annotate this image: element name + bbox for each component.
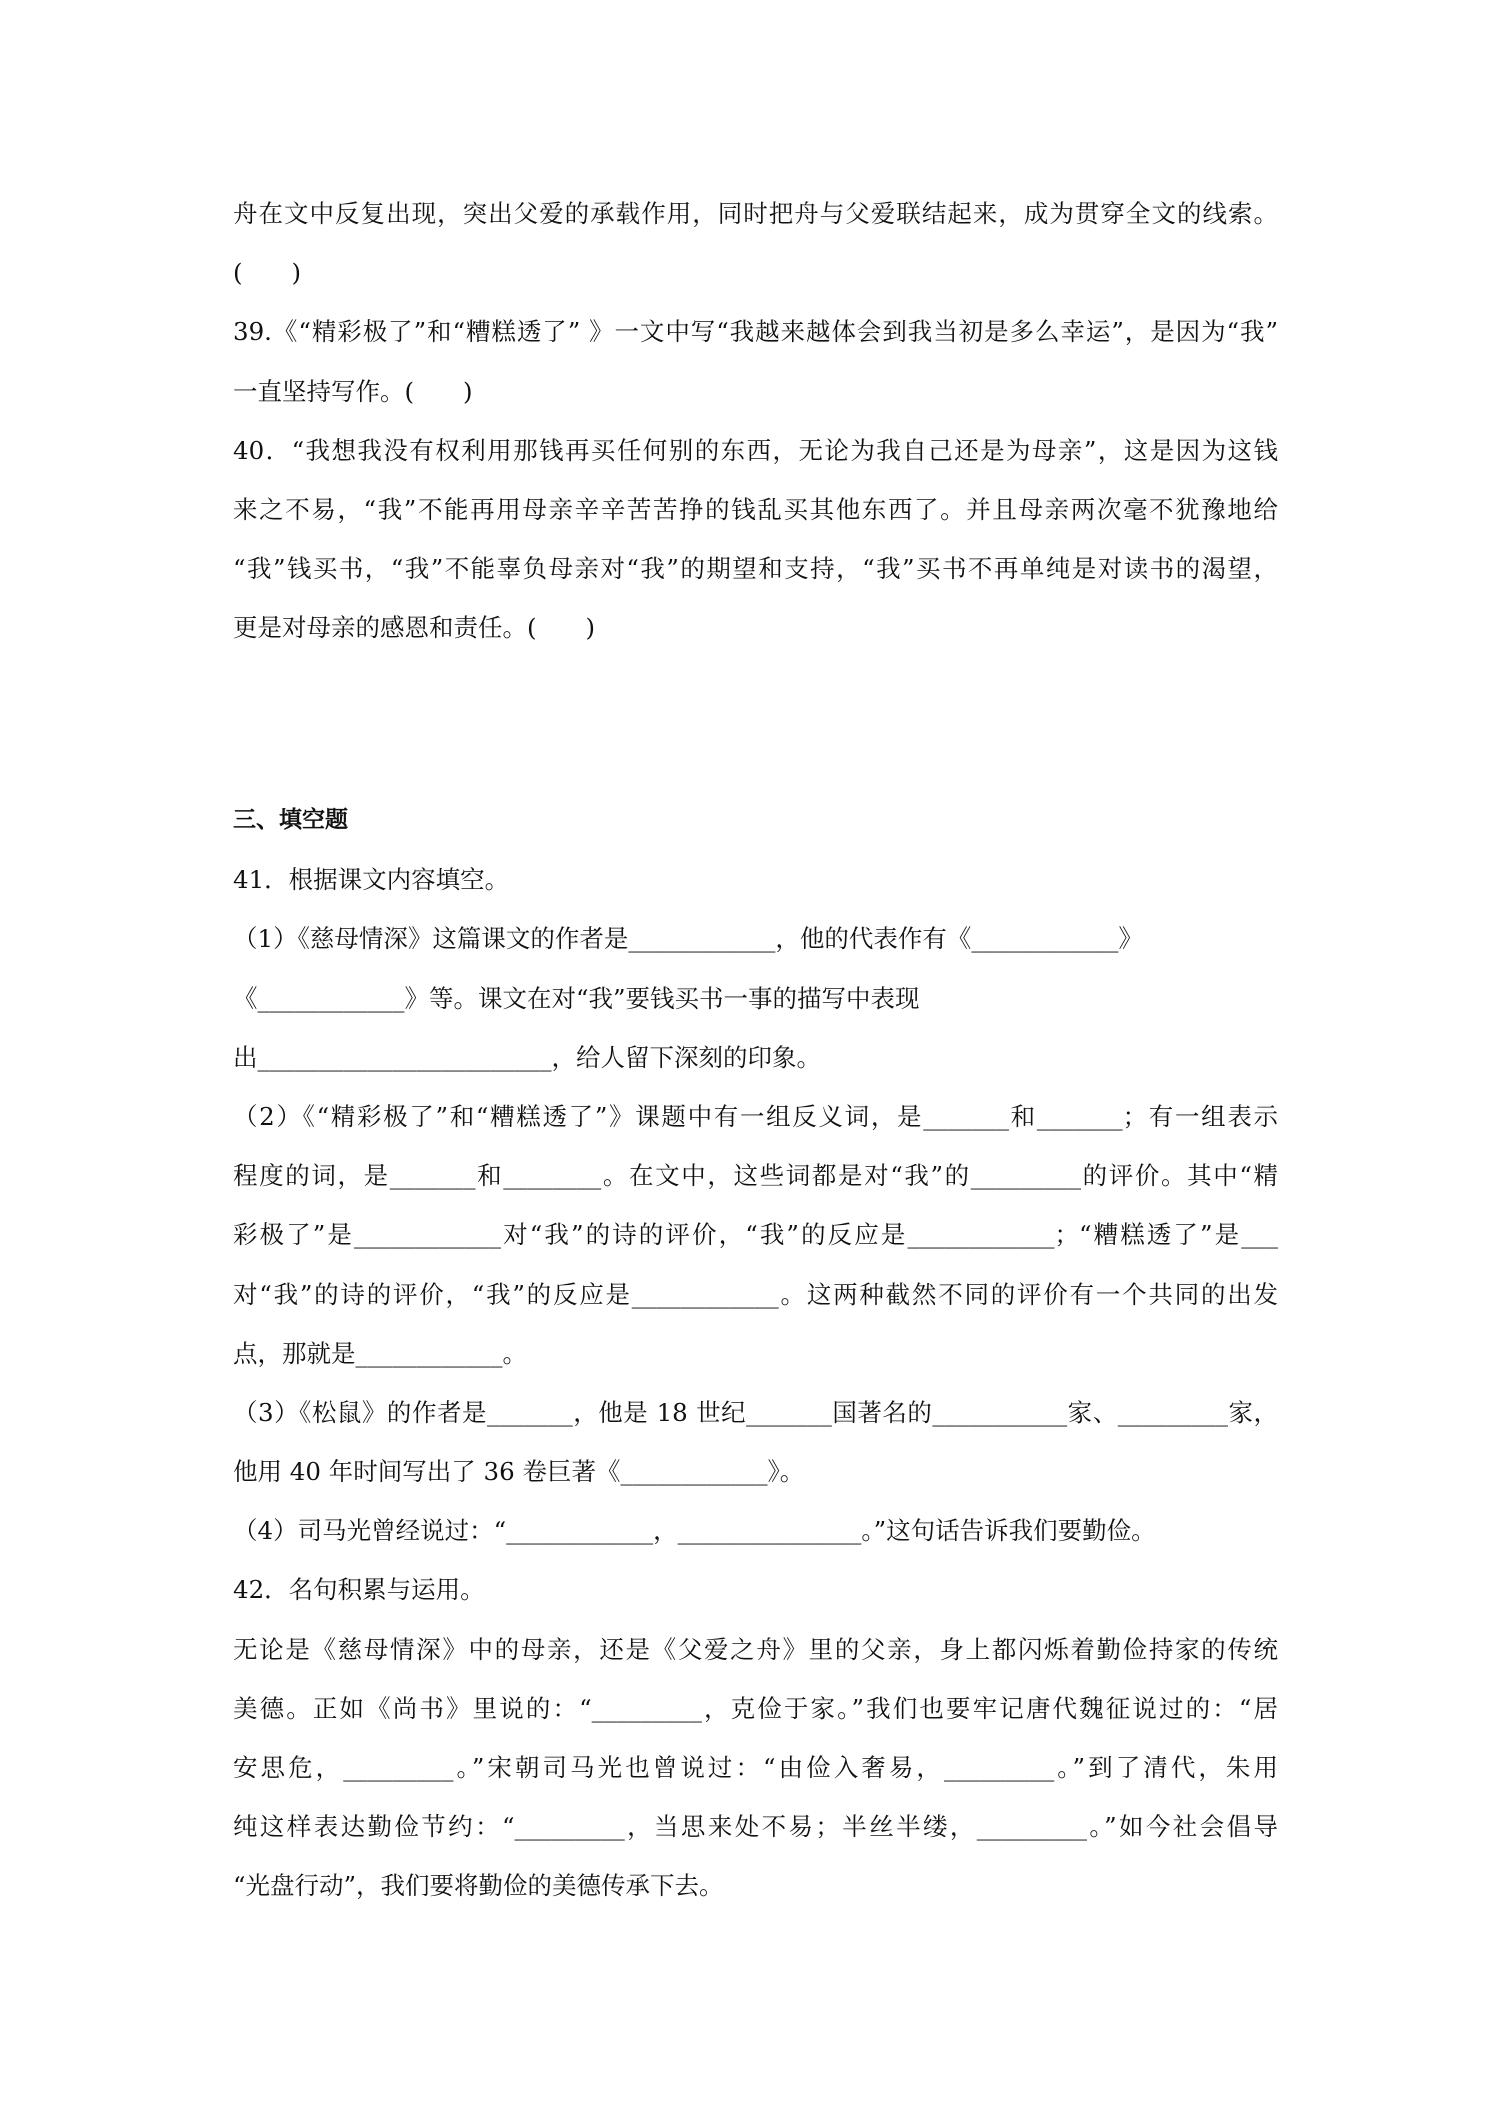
q41-part1-line: 《____________》等。课文在对“我”要钱买书一事的描写中表现: [233, 983, 920, 1013]
q38-answer-parentheses: ( ): [233, 258, 302, 288]
q41-part1-line: （1）《慈母情深》这篇课文的作者是____________，他的代表作有《____________》: [233, 924, 1143, 954]
q41-part4-line: （4）司马光曾经说过：“____________，_______________。”这句话告诉我们要勤俭。: [233, 1516, 1156, 1546]
q39-text-line: 39.《“精彩极了”和“糟糕透了” 》一文中写“我越来越体会到我当初是多么幸运”，是因为“我”: [233, 317, 1278, 347]
question-41-stem: 41．根据课文内容填空。: [233, 865, 510, 895]
true-false-section: [233, 184, 1278, 658]
q40-text-line: 更是对母亲的感恩和责任。( ): [233, 613, 596, 643]
q41-part3-line: 他用 40 年时间写出了 36 卷巨著《____________》。: [233, 1457, 805, 1487]
q40-text-line: 40．“我想我没有权利用那钱再买任何别的东西，无论为我自己还是为母亲”，这是因为这钱: [233, 435, 1278, 465]
q42-passage-line: 纯这样表达勤俭节约：“_________，当思来处不易；半丝半缕，_________。”如今社会倡导: [233, 1812, 1278, 1842]
q41-part2-line: 彩极了”是____________对“我”的诗的评价，“我”的反应是____________；“糟糕透了”是___: [233, 1220, 1278, 1250]
q42-passage-line: 美德。正如《尚书》里说的：“_________，克俭于家。”我们也要牢记唐代魏征说过的：“居: [233, 1693, 1278, 1723]
q40-text-line: 来之不易，“我”不能再用母亲辛辛苦苦挣的钱乱买其他东西了。并且母亲两次毫不犹豫地给: [233, 494, 1278, 524]
section-heading: 三、填空题: [233, 807, 348, 833]
q41-part3-line: （3）《松鼠》的作者是_______，他是 18 世纪_______国著名的___________家、_________家，: [233, 1397, 1278, 1427]
q41-part2-line: （2）《“精彩极了”和“糟糕透了”》课题中有一组反义词，是_______和_______；有一组表示: [233, 1101, 1278, 1131]
q41-part2-line: 对“我”的诗的评价，“我”的反应是____________。这两种截然不同的评价有一个共同的出发: [233, 1279, 1278, 1309]
fill-blank-section: [233, 791, 1278, 1916]
q40-text-line: “我”钱买书，“我”不能辜负母亲对“我”的期望和支持，“我”买书不再单纯是对读书的渴望，: [233, 554, 1278, 584]
q39-text-line: 一直坚持写作。( ): [233, 376, 473, 406]
q41-part2-line: 程度的词，是_______和________。在文中，这些词都是对“我”的_________的评价。其中“精: [233, 1161, 1278, 1191]
q41-part1-line: 出________________________，给人留下深刻的印象。: [233, 1042, 821, 1072]
q41-part2-line: 点，那就是____________。: [233, 1338, 527, 1368]
q38-continuation-line: 舟在文中反复出现，突出父爱的承载作用，同时把舟与父爱联结起来，成为贯穿全文的线索。: [233, 199, 1278, 228]
question-42-stem: 42．名句积累与运用。: [233, 1575, 485, 1605]
q42-passage-line: 安思危，_________。”宋朝司马光也曾说过：“由俭入奢易，_________。”到了清代，朱用: [233, 1753, 1278, 1782]
q42-passage-line: 无论是《慈母情深》中的母亲，还是《父爱之舟》里的父亲，身上都闪烁着勤俭持家的传统: [233, 1634, 1278, 1664]
q42-passage-line: “光盘行动”，我们要将勤俭的美德传承下去。: [233, 1871, 724, 1901]
